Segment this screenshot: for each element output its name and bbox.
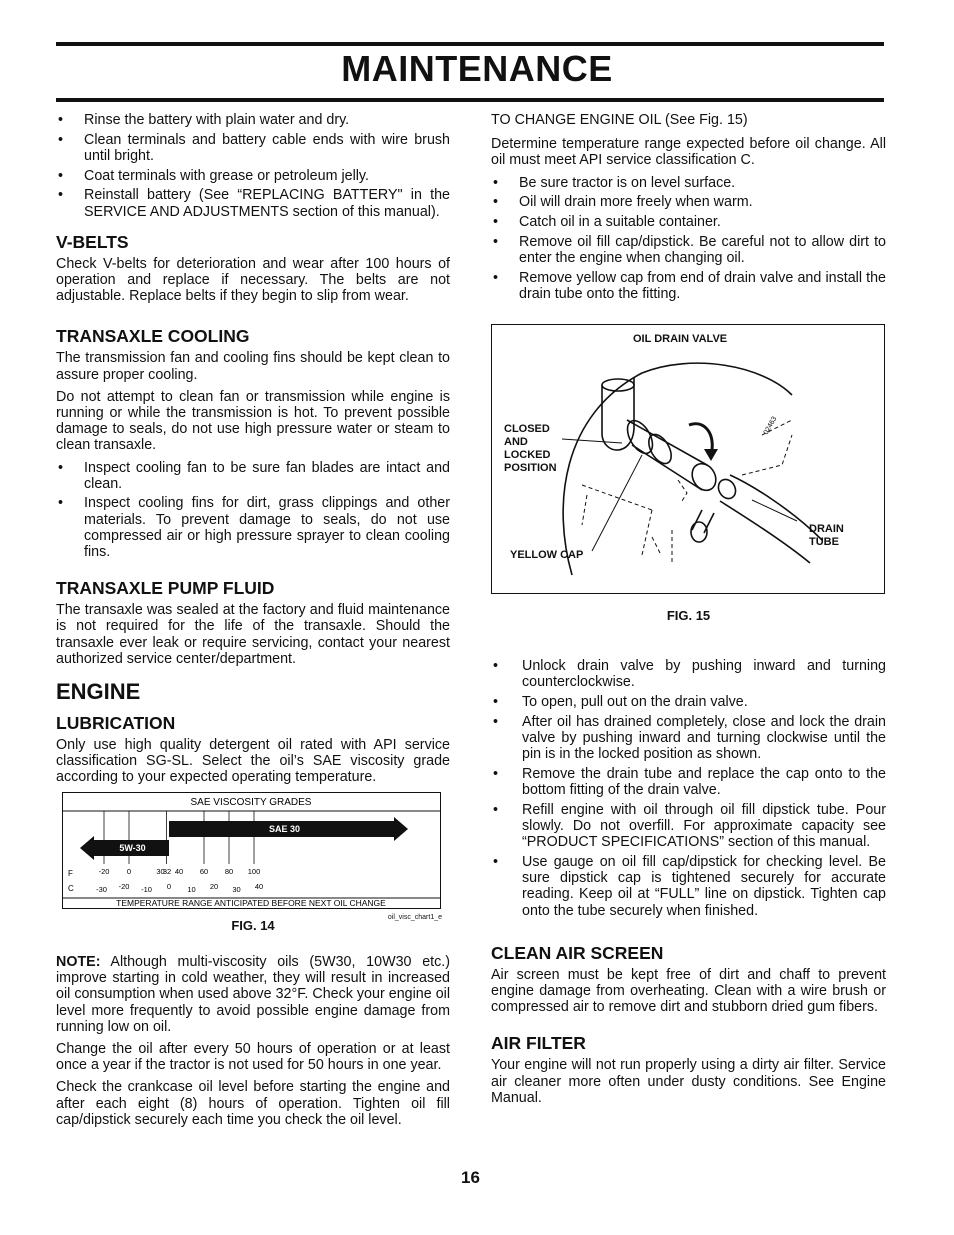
bar-label-sae30: SAE 30 [268,823,301,834]
c-tick-labels [96,882,263,894]
label-oil-drain-valve: OIL DRAIN VALVE [633,333,728,346]
list-item: • Clean terminals and battery cable ends with wire brush until bright. [56,132,450,164]
drain-list [491,658,886,919]
f-axis-label: F [68,868,73,878]
section-heading-lubrication: LUBRICATION [56,713,176,734]
lubrication-text: Only use high quality detergent oil rated with API service classification SG-SL. Select the oil’s SAE viscosity grade according to your expected operating temperature. [56,737,450,786]
change-oil-intro: Determine temperature range expected before oil change. All oil must meet API service classification C. [491,136,886,169]
f-tick-label: 80 [224,866,234,876]
c-tick-label: -10 [141,884,152,894]
f-tick-label: -20 [98,866,110,876]
note-label: NOTE: [56,953,101,970]
top-rule [56,42,884,46]
c-tick-label: -30 [96,884,107,894]
grid-lines [104,811,254,864]
c-tick-label: 30 [232,884,241,894]
cooling-list [56,460,450,561]
section-heading-transaxle-cooling: TRANSAXLE COOLING [56,326,250,347]
list-item: • To open, pull out on the drain valve. [491,694,886,710]
list-item: • Remove the drain tube and replace the cap onto to the bottom fitting of the drain valve. [491,766,886,798]
paragraph: Check the crankcase oil level before starting the engine and after each eight (8) hours of operation. Tighten oil fill cap/dipstick securely each time you check the oil level. [56,1079,450,1128]
fig15-code: 02463 [762,415,779,437]
c-tick-label: 10 [187,884,196,894]
note-paragraph [56,954,450,1035]
c-tick-label: 20 [209,881,219,891]
chart-title: SAE VISCOSITY GRADES [190,796,312,808]
change-oil-heading: TO CHANGE ENGINE OIL (See Fig. 15) [491,112,748,128]
battery-list [56,112,450,220]
c-tick-label: 40 [254,881,264,891]
page-number: 16 [461,1168,480,1187]
list-item: • Remove yellow cap from end of drain valve and install the drain tube onto the fitting. [491,270,886,302]
section-heading-vbelts: V-BELTS [56,231,129,252]
page-title: MAINTENANCE [341,48,613,89]
list-item: • Remove oil fill cap/dipstick. Be careful not to allow dirt to enter the engine when changing oil. [491,234,886,266]
chart-code: oil_visc_chart1_e [387,913,442,921]
f-tick-label: 30 [156,866,165,876]
list-item: • Coat terminals with grease or petroleum jelly. [56,168,450,184]
paragraph: The transmission fan and cooling fins should be kept clean to assure proper cooling. [56,350,450,383]
list-item: • Refill engine with oil through oil fill dipstick tube. Pour slowly. Do not overfill. For approximate capacity see “PRODUCT SPECIFICATIONS” section of this manual. [491,802,886,851]
leader-cap [592,455,642,551]
f-tick-label: 100 [247,866,261,876]
title-rule [56,98,884,102]
label-drain-tube: DRAIN TUBE [809,523,844,549]
f-tick-labels [99,867,261,876]
left-column [56,112,450,1134]
air-filter-text: Your engine will not run properly using a dirty air filter. Service air cleaner more often under dusty conditions. See Engine Manual. [491,1057,886,1106]
list-item: • After oil has drained completely, close and lock the drain valve by pushing inward and turning clockwise until the pin is in the locked position as shown. [491,714,886,763]
section-heading-pump-fluid: TRANSAXLE PUMP FLUID [56,578,275,599]
list-item: • Oil will drain more freely when warm. [491,194,886,210]
lens-outline [563,363,792,575]
section-heading-air-screen: CLEAN AIR SCREEN [491,942,664,963]
section-heading-air-filter: AIR FILTER [491,1033,586,1054]
list-item: • Inspect cooling fan to be sure fan blades are intact and clean. [56,460,450,492]
f-tick-label: 60 [199,866,209,876]
rotation-arrow [689,424,712,450]
paragraph: Do not attempt to clean fan or transmission while engine is running or while the transmission is hot. To prevent possible damage to seals, do not use high pressure water or steam to clean transaxle. [56,388,450,454]
label-closed-locked: CLOSED AND LOCKED POSITION [504,423,557,475]
list-item: • Unlock drain valve by pushing inward and turning counterclockwise. [491,658,886,690]
valve-body [627,420,707,490]
section-heading-engine: ENGINE [56,679,141,705]
fig15-caption: FIG. 15 [666,608,711,624]
pipe-body [602,377,634,435]
viscosity-chart [62,792,442,920]
bar-label-5w30: 5W-30 [119,842,146,853]
leader-tube [752,500,797,521]
list-item: • Use gauge on oil fill cap/dipstick for checking level. Be sure dipstick cap is tightened securely for accurate reading. Keep oil at “FULL” line on dipstick. Tighten cap onto the tube securely when finished. [491,854,886,919]
list-item: • Rinse the battery with plain water and dry. [56,112,450,128]
viscosity-chart-svg [62,792,442,910]
paragraph: Change the oil after every 50 hours of operation or at least once a year if the tractor is not used for 50 hours in one year. [56,1040,450,1074]
air-screen-text: Air screen must be kept free of dirt and chaff to prevent engine damage from overheating. Clean with a wire brush or compressed air to remove dirt and stubborn dried gum fibers. [491,966,886,1016]
right-column [491,112,886,1112]
fig15-illustration [491,324,885,594]
c-tick-label: -20 [118,881,130,891]
fig14-caption: FIG. 14 [231,917,275,933]
f-tick-label: 40 [174,866,184,876]
list-item: • Catch oil in a suitable container. [491,214,886,230]
pump-fluid-text: The transaxle was sealed at the factory and fluid maintenance is not required for the life of the transaxle. Should the transaxle ever leak or require servicing, contact your nearest authorized service center/department. [56,602,450,667]
f-tick-label: 32 [162,866,172,876]
prep-list [491,175,886,302]
list-item: • Be sure tractor is on level surface. [491,175,886,191]
c-axis-label: C [68,883,74,893]
leader-closed [562,439,622,443]
vbelts-text: Check V-belts for deterioration and wear after 100 hours of operation and replace if necessary. The belts are not adjustable. Replace belts if they begin to slip from wear. [56,255,450,305]
list-item: • Reinstall battery (See “REPLACING BATTERY" in the SERVICE AND ADJUSTMENTS section of this manual). [56,187,450,219]
label-yellow-cap: YELLOW CAP [510,549,584,562]
list-item: • Inspect cooling fins for dirt, grass clippings and other materials. To prevent damage to seals, do not use compressed air or high pressure sprayer to clean cooling fins. [56,495,450,560]
c-tick-label: 0 [166,881,172,891]
chart-xlabel: TEMPERATURE RANGE ANTICIPATED BEFORE NEXT OIL CHANGE [116,897,386,908]
f-tick-label: 0 [126,866,132,876]
note-text: Although multi-viscosity oils (5W30, 10W30 etc.) improve starting in cold weather, they will result in increased oil consumption when used above 32°F. Check your engine oil level more frequently to avoid possible engine damage from running low on oil. [56,953,450,1035]
